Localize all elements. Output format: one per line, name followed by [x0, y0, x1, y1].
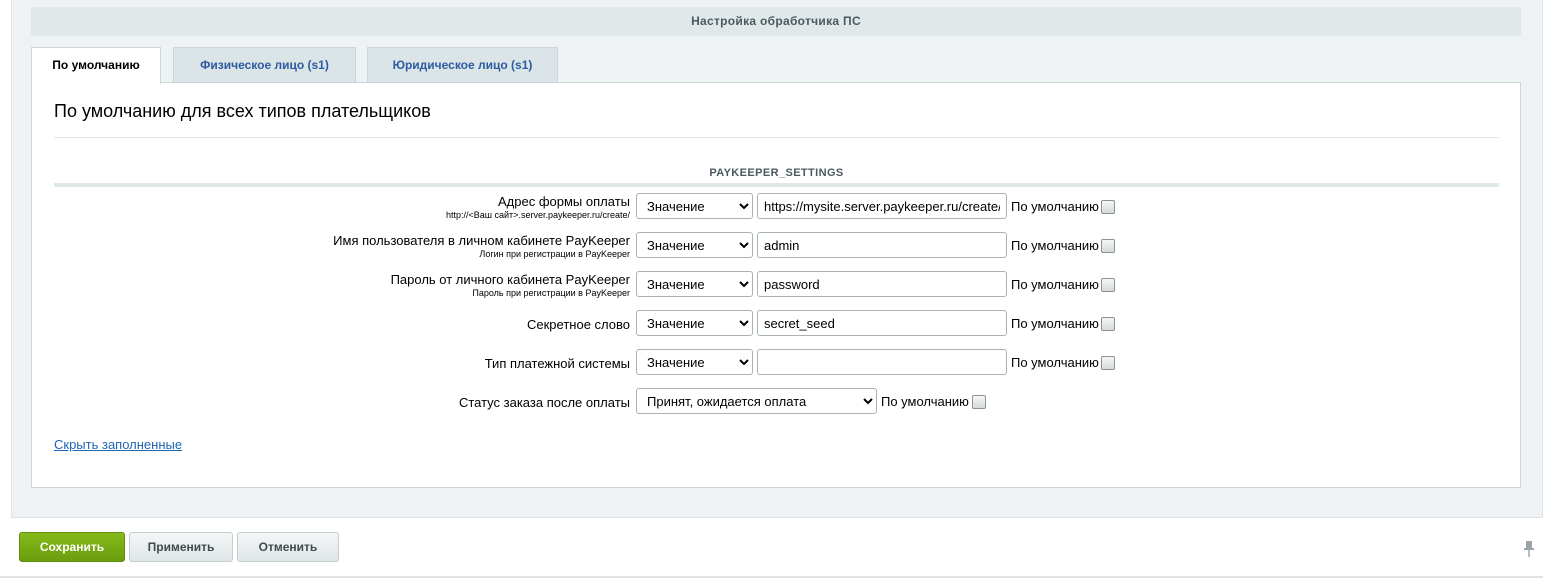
- default-label: По умолчанию: [1011, 355, 1099, 370]
- section-header: Настройка обработчика ПС: [31, 7, 1521, 36]
- value-type-select[interactable]: [636, 193, 753, 219]
- default-label: По умолчанию: [1011, 238, 1099, 253]
- default-checkbox[interactable]: [1101, 239, 1115, 253]
- value-type-select[interactable]: [636, 232, 753, 258]
- setting-label: [459, 395, 630, 410]
- username-input[interactable]: [757, 232, 1007, 258]
- setting-label-main: Имя пользователя в личном кабинете PayKeeper: [333, 233, 630, 248]
- value-type-select[interactable]: [636, 349, 753, 375]
- setting-label: [391, 272, 630, 298]
- pin-icon[interactable]: [1522, 540, 1536, 558]
- default-checkbox[interactable]: [1101, 356, 1115, 370]
- setting-row-order-status: [32, 387, 1522, 417]
- default-label: По умолчанию: [1011, 277, 1099, 292]
- default-label: По умолчанию: [1011, 316, 1099, 331]
- setting-row-secret-word: [32, 309, 1522, 339]
- password-input[interactable]: [757, 271, 1007, 297]
- save-button[interactable]: Сохранить: [19, 532, 125, 562]
- setting-label-main: Адрес формы оплаты: [498, 194, 630, 209]
- setting-label-hint: Пароль при регистрации в PayKeeper: [472, 288, 630, 298]
- setting-label-main: Тип платежной системы: [484, 356, 630, 371]
- hide-filled-link[interactable]: Скрыть заполненные: [54, 437, 183, 452]
- default-checkbox[interactable]: [1101, 200, 1115, 214]
- default-checkbox[interactable]: [972, 395, 986, 409]
- tab-default[interactable]: По умолчанию: [31, 47, 161, 84]
- default-checkbox[interactable]: [1101, 278, 1115, 292]
- secret-word-input[interactable]: [757, 310, 1007, 336]
- setting-label: [485, 356, 630, 371]
- setting-label-hint: Логин при регистрации в PayKeeper: [479, 249, 630, 259]
- payment-form-url-input[interactable]: [757, 193, 1007, 219]
- setting-label-main: Статус заказа после оплаты: [458, 395, 630, 410]
- settings-group-title: PAYKEEPER_SETTINGS: [709, 167, 844, 179]
- footer-divider: [11, 517, 1542, 518]
- setting-label-main: Пароль от личного кабинета PayKeeper: [390, 272, 630, 287]
- tab-legal-entity[interactable]: Юридическое лицо (s1): [367, 47, 558, 82]
- order-status-select[interactable]: [636, 388, 877, 414]
- apply-button[interactable]: Применить: [129, 532, 233, 562]
- tab-individual[interactable]: Физическое лицо (s1): [173, 47, 356, 82]
- setting-label: [446, 194, 630, 220]
- setting-label: [333, 233, 630, 259]
- payment-system-type-input[interactable]: [757, 349, 1007, 375]
- default-label: По умолчанию: [881, 394, 969, 409]
- settings-group-bar: [54, 183, 1499, 187]
- default-checkbox[interactable]: [1101, 317, 1115, 331]
- setting-row-payment-system-type: [32, 348, 1522, 378]
- divider: [54, 137, 1499, 138]
- value-type-select[interactable]: [636, 310, 753, 336]
- setting-label: [527, 317, 630, 332]
- default-label: По умолчанию: [1011, 199, 1099, 214]
- tab-panel: [31, 82, 1521, 488]
- cancel-button[interactable]: Отменить: [237, 532, 339, 562]
- setting-row-payment-form-url: [32, 192, 1522, 222]
- value-type-select[interactable]: [636, 271, 753, 297]
- setting-row-username: [32, 231, 1522, 261]
- setting-label-hint: http://<Ваш сайт>.server.paykeeper.ru/create/: [446, 210, 630, 220]
- setting-label-main: Секретное слово: [527, 317, 630, 332]
- panel-title: По умолчанию для всех типов плательщиков: [54, 101, 431, 121]
- setting-row-password: [32, 270, 1522, 300]
